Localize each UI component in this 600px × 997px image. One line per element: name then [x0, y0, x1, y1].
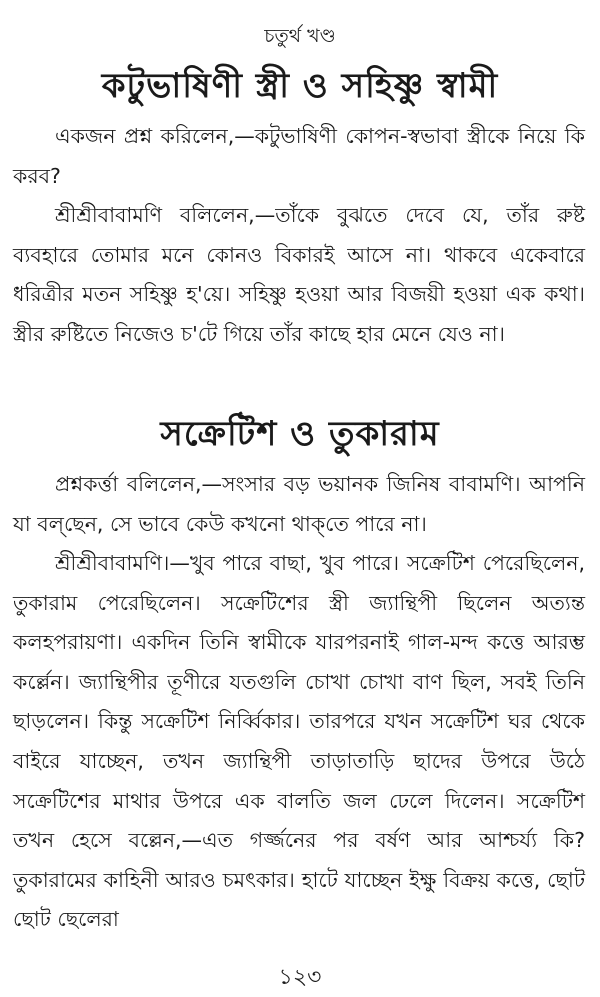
section-2-paragraph-1: প্রশ্নকর্ত্তা বলিলেন,—সংসার বড় ভয়ানক জিনিষ বাবামণি। আপনি যা বল্‌ছেন, সে ভাবে কেউ কখনো থাক্‌তে পারে না। [13, 472, 585, 536]
section-2-paragraph-2: শ্রীশ্রীবাবামণি।—খুব পারে বাছা, খুব পারে। সক্রেটিশ পেরেছিলেন, তুকারাম পেরেছিলেন। সক্রেটিশের স্ত্রী জ্যান্থিপী ছিলেন অত্যন্ত কলহপরায়ণা। একদিন তিনি স্বামীকে যারপরনাই গাল-মন্দ কত্তে আরম্ভ কর্ল্লেন। জ্যান্থিপীর তূণীরে যতগুলি চোখা চোখা বাণ ছিল, সবই তিনি ছাড়লেন। কিন্তু সক্রেটিশ নির্ব্বিকার। তারপরে যখন সক্রেটিশ ঘর থেকে বাইরে যাচ্ছেন, তখন জ্যান্থিপী তাড়াতাড়ি ছাদের উপরে উঠে সক্রেটিশের মাথার উপরে এক বালতি জল ঢেলে দিলেন। সক্রেটিশ তখন হেসে বল্লেন,—এত গর্জ্জনের পর বর্ষণ আর আশ্চর্য্য কি? তুকারামের কাহিনী আরও চমৎকার। হাটে যাচ্ছেন ইক্ষু বিক্রয় কত্তে, ছোট ছোট ছেলেরা [13, 551, 585, 932]
running-head: চতুর্থ খণ্ড [264, 25, 336, 47]
section-1-paragraph-1: একজন প্রশ্ন করিলেন,—কটুভাষিণী কোপন-স্বভাবা স্ত্রীকে নিয়ে কি করব? [13, 124, 585, 188]
section-title-2: সক্রেটিশ ও তুকারাম [160, 414, 440, 454]
section-title-1: কটুভাষিণী স্ত্রী ও সহিষ্ণু স্বামী [101, 66, 499, 106]
section-1-paragraph-2: শ্রীশ্রীবাবামণি বলিলেন,—তাঁকে বুঝতে দেবে যে, তাঁর রুষ্ট ব্যবহারে তোমার মনে কোনও বিকারই আসে না। থাকবে একেবারে ধরিত্রীর মতন সহিষ্ণু হ'য়ে। সহিষ্ণু হওয়া আর বিজয়ী হওয়া এক কথা। স্ত্রীর রুষ্টিতে নিজেও চ'টে গিয়ে তাঁর কাছে হার মেনে যেও না। [13, 203, 585, 346]
page-number: ১২৩ [278, 965, 322, 990]
